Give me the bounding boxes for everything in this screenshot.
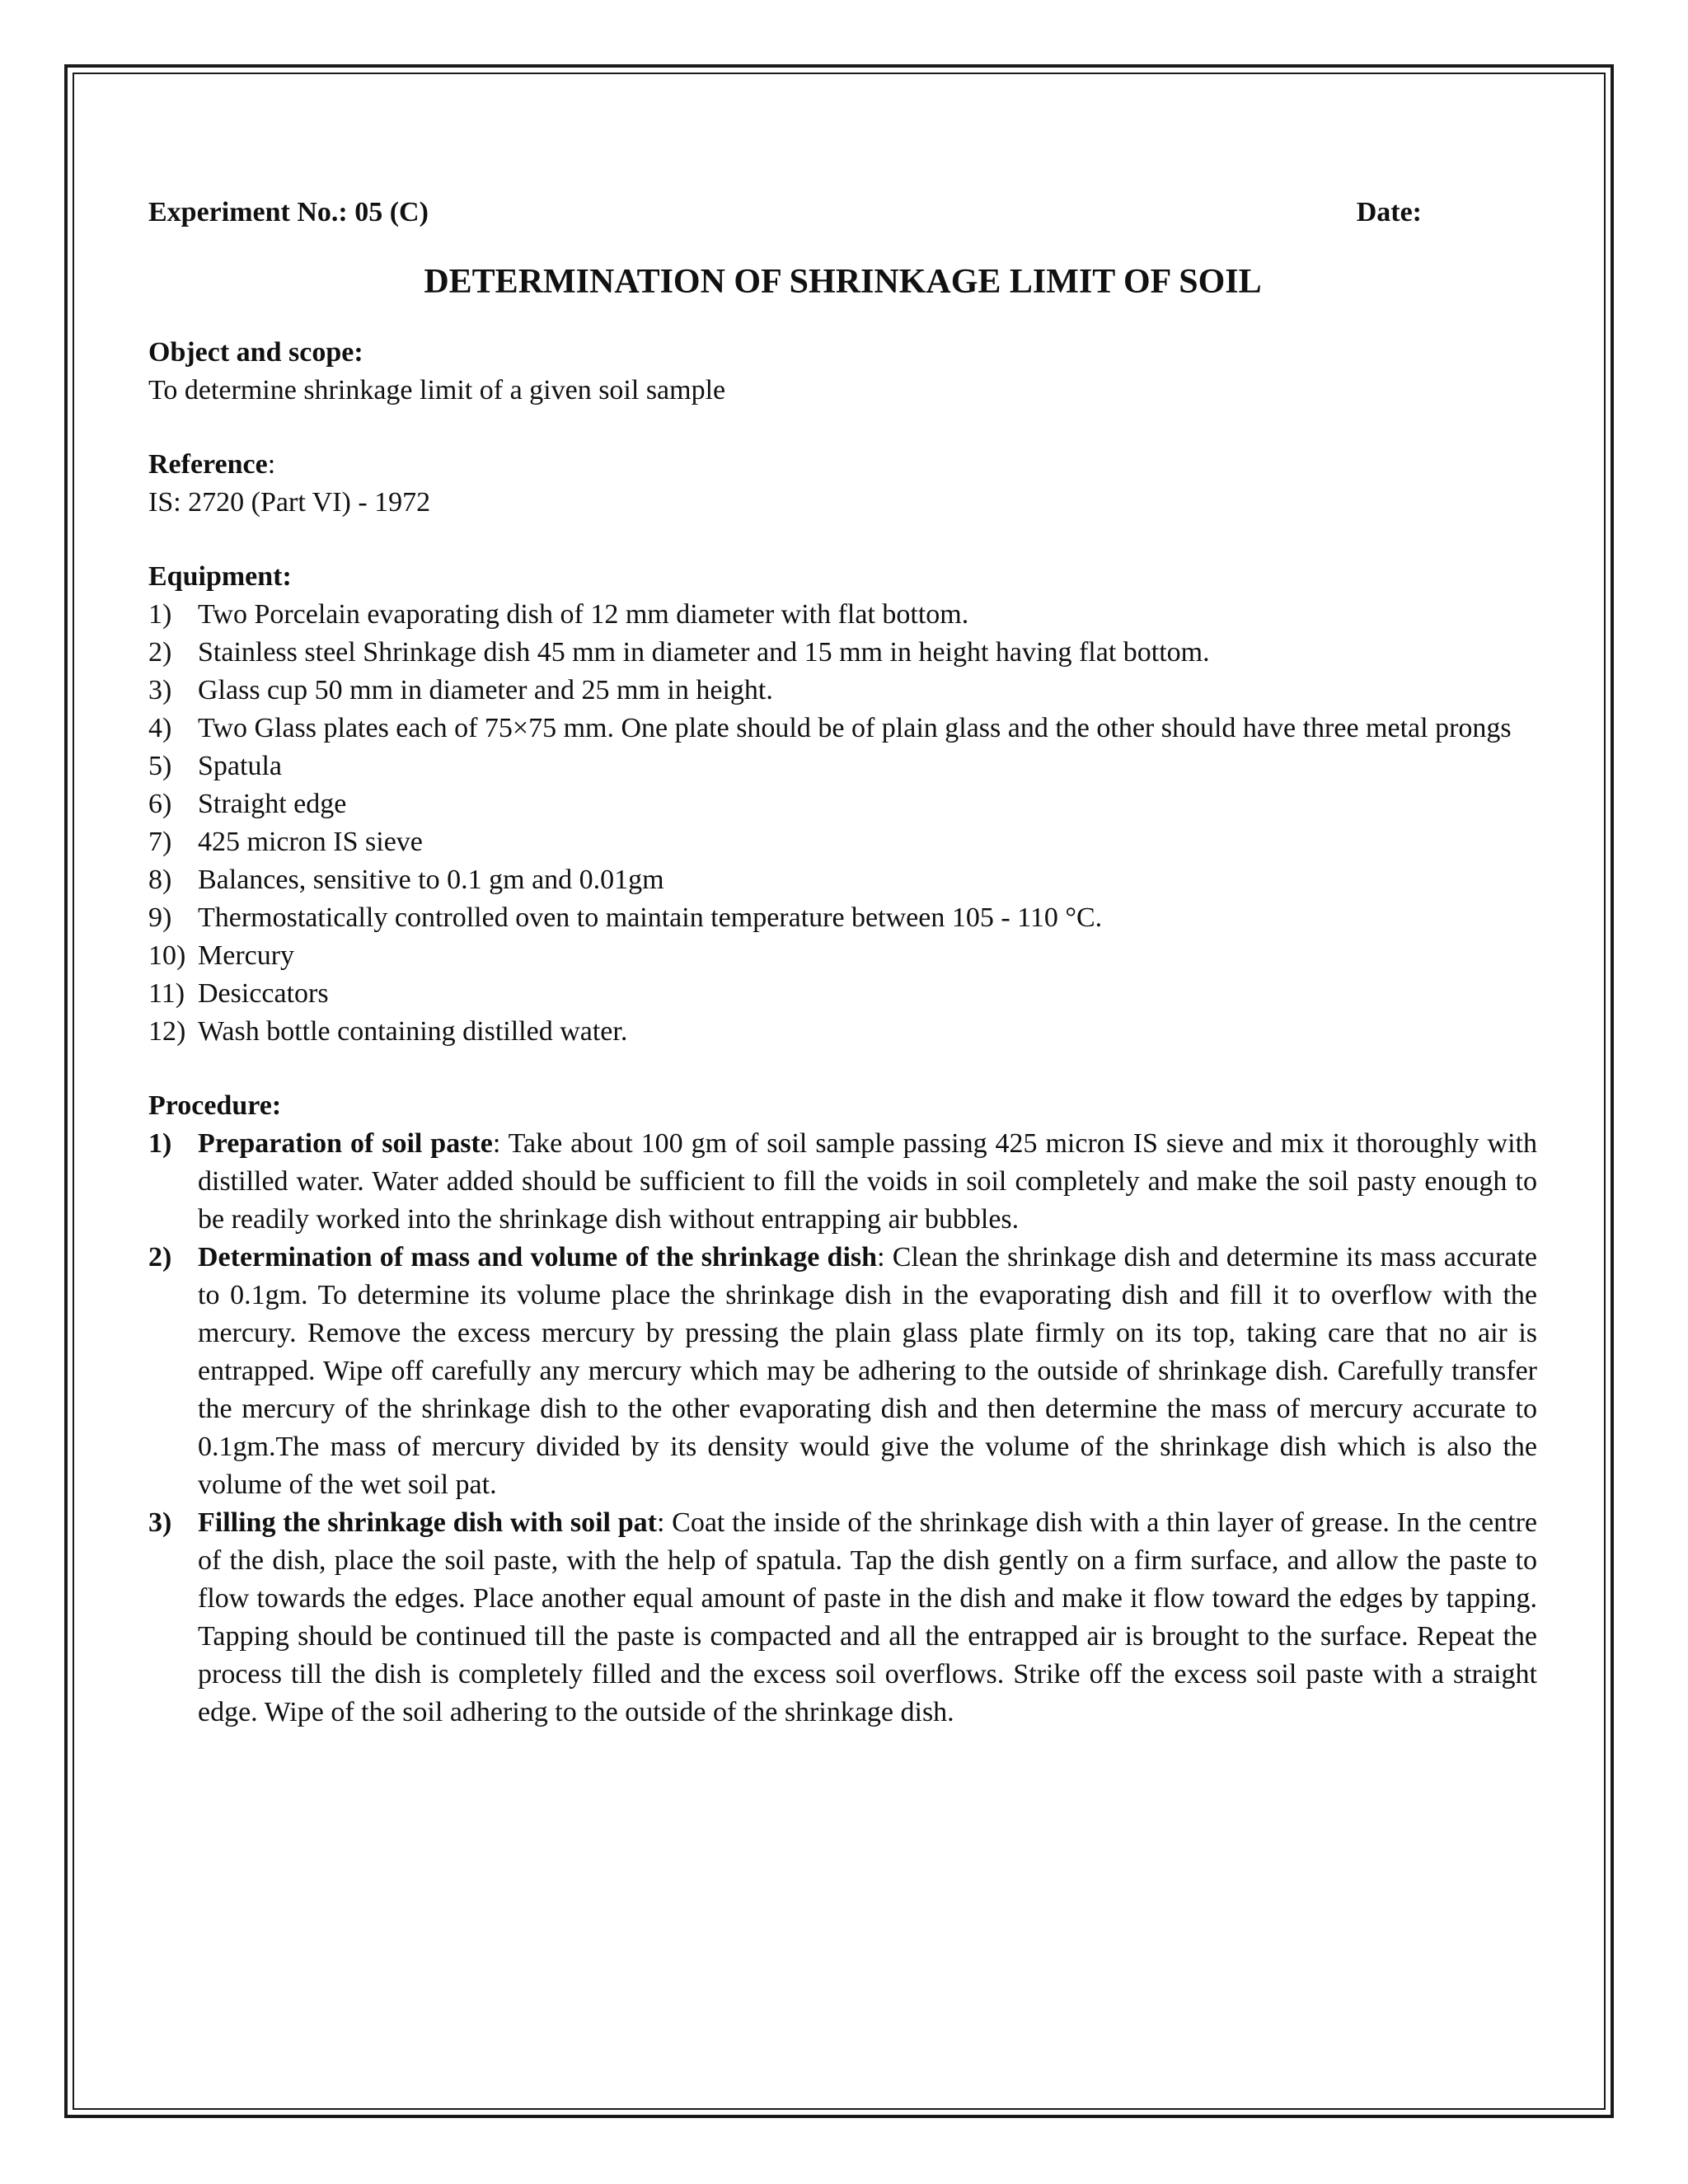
document-title: DETERMINATION OF SHRINKAGE LIMIT OF SOIL [424,263,1262,301]
step-number: 3) [148,1507,172,1538]
list-item [148,596,1537,634]
step-term: Determination of mass and volume of the shrinkage dish [198,1242,878,1272]
equipment-heading: Equipment: [148,561,292,592]
step-text: : Coat the inside of the shrinkage dish with a thin layer of grease. In the centre of the dish, place the soil paste, with the help of spatula. Tap the dish gently on a firm surface, and allow the paste to flow towards the edges. Place another equal amount of paste in the dish and make it flow toward the edges by tapping. Tapping should be continued till the paste is compacted and all the entrapped air is brought to the surface. Repeat the process till the dish is completely filled and the excess soil overflows. Strike off the excess soil paste with a straight edge. Wipe of the soil adhering to the outside of the shrinkage dish. [198,1507,1537,1727]
item-number: 12) [148,1016,186,1047]
object-text: To determine shrinkage limit of a given soil sample [148,375,726,405]
equipment-section [148,558,1537,1051]
step-text-block [198,1125,1537,1239]
list-item [148,785,1537,823]
step-text: : Take about 100 gm of soil sample passing 425 micron IS sieve and mix it thoroughly with distilled water. Water added should be sufficient to fill the voids in soil completely and make the soil pasty enough to be readily worked into the shrinkage dish without entrapping air bubbles. [198,1128,1538,1235]
item-number: 7) [148,827,172,857]
reference-text: IS: 2720 (Part VI) - 1972 [148,487,431,518]
item-number: 4) [148,713,172,743]
list-item [148,937,1537,975]
header-row [148,194,1537,232]
item-number: 10) [148,940,186,971]
list-item [148,1013,1537,1051]
item-text: Mercury [198,940,295,971]
step-text-block [198,1504,1537,1732]
list-item [148,861,1537,899]
step-term: Filling the shrinkage dish with soil pat [198,1507,657,1538]
item-number: 3) [148,675,172,705]
item-text: Straight edge [198,789,347,819]
item-text: Spatula [198,751,282,781]
item-number: 5) [148,751,172,781]
item-text: Desiccators [198,978,329,1009]
item-number: 6) [148,789,172,819]
date-label: Date: [1356,197,1422,227]
experiment-number: Experiment No.: 05 (C) [148,197,429,227]
reference-heading-line [148,446,1537,484]
item-text: Stainless steel Shrinkage dish 45 mm in diameter and 15 mm in height having flat bottom. [198,637,1210,668]
item-number: 1) [148,599,172,630]
object-section [148,334,1537,410]
list-item [148,975,1537,1013]
item-text: Thermostatically controlled oven to maintain temperature between 105 - 110 °C. [198,902,1103,933]
item-number: 9) [148,902,172,933]
reference-colon: : [267,449,276,480]
list-item [148,823,1537,861]
step-text: : Clean the shrinkage dish and determine its mass accurate to 0.1gm. To determine its volume place the shrinkage dish in the evaporating dish and fill it to overflow with the mercury. Remove the excess mercury by pressing the plain glass plate firmly on its top, taking care that no air is entrapped. Wipe off carefully any mercury which may be adhering to the outside of shrinkage dish. Carefully transfer the mercury of the shrinkage dish to the other evaporating dish and then determine the mass of mercury accurate to 0.1gm.The mass of mercury divided by its density would give the volume of the shrinkage dish which is also the volume of the wet soil pat. [198,1242,1537,1500]
procedure-step [148,1239,1537,1504]
item-text: Two Glass plates each of 75×75 mm. One plate should be of plain glass and the other should have three metal prongs [198,713,1512,743]
step-text-block [198,1239,1537,1504]
item-text: Balances, sensitive to 0.1 gm and 0.01gm [198,865,664,895]
reference-section [148,446,1537,522]
equipment-list [148,596,1537,1051]
procedure-step [148,1125,1537,1239]
step-number: 2) [148,1242,172,1272]
list-item [148,748,1537,785]
list-item [148,710,1537,748]
document-content [148,194,1537,1768]
procedure-section [148,1087,1537,1732]
item-number: 2) [148,637,172,668]
procedure-list [148,1125,1537,1732]
list-item [148,899,1537,937]
item-text: Glass cup 50 mm in diameter and 25 mm in height. [198,675,773,705]
reference-heading: Reference [148,449,268,480]
item-text: Wash bottle containing distilled water. [198,1016,628,1047]
item-text: Two Porcelain evaporating dish of 12 mm diameter with flat bottom. [198,599,969,630]
procedure-heading: Procedure: [148,1090,282,1121]
object-heading: Object and scope: [148,337,363,368]
item-number: 11) [148,978,185,1009]
list-item [148,634,1537,672]
step-number: 1) [148,1128,172,1159]
item-text: 425 micron IS sieve [198,827,423,857]
procedure-step [148,1504,1537,1732]
item-number: 8) [148,865,172,895]
step-term: Preparation of soil paste [198,1128,493,1159]
list-item [148,672,1537,710]
